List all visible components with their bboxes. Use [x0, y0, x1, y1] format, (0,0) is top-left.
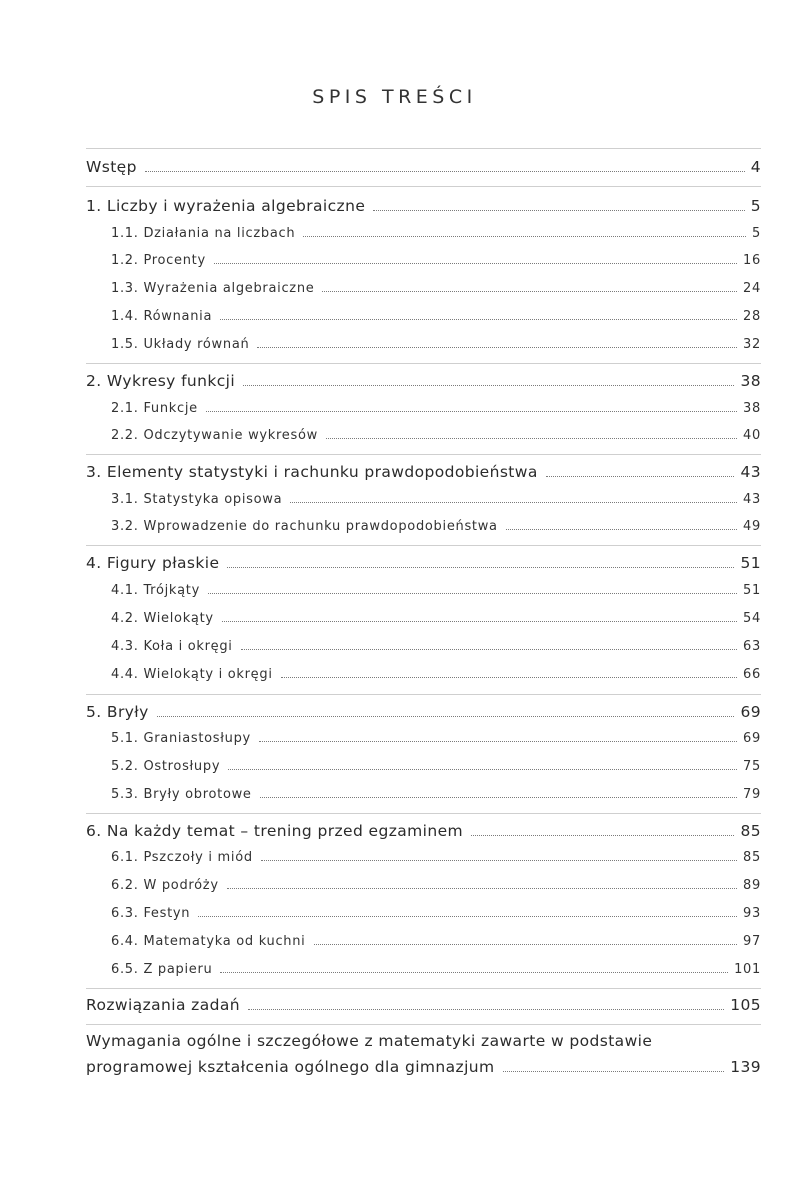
dot-leader	[546, 475, 735, 477]
chapter-page: 43	[740, 463, 761, 481]
divider	[86, 694, 761, 695]
divider	[86, 454, 761, 455]
toc-section[interactable]	[111, 337, 761, 352]
section-title: Z papieru	[143, 962, 213, 977]
section-page: 79	[743, 787, 761, 802]
dot-leader	[198, 915, 737, 917]
dot-leader	[257, 346, 737, 348]
toc-entry-requirements[interactable]	[86, 1032, 761, 1082]
section-number: 1.1.	[111, 226, 139, 241]
dot-leader	[227, 566, 734, 568]
section-page: 38	[743, 401, 761, 416]
section-number: 1.5.	[111, 337, 139, 352]
section-page: 43	[743, 492, 761, 507]
section-title: Wielokąty i okręgi	[143, 667, 273, 682]
section-number: 3.1.	[111, 492, 139, 507]
section-title: Odczytywanie wykresów	[143, 428, 318, 443]
chapter-title: Elementy statystyki i rachunku prawdopodobieństwa	[106, 463, 538, 481]
section-title: Wprowadzenie do rachunku prawdopodobieństwa	[143, 519, 498, 534]
divider	[86, 1024, 761, 1025]
section-page: 93	[743, 906, 761, 921]
toc-section[interactable]	[111, 934, 761, 949]
entry-line2	[86, 1058, 761, 1076]
toc-chapter[interactable]	[86, 703, 761, 721]
divider	[86, 148, 761, 149]
dot-leader	[260, 796, 737, 798]
section-number: 2.2.	[111, 428, 139, 443]
section-title: Statystyka opisowa	[143, 492, 283, 507]
toc-section[interactable]	[111, 226, 761, 241]
section-title: Równania	[143, 309, 213, 324]
toc-chapter[interactable]	[86, 463, 761, 481]
toc-chapter[interactable]	[86, 197, 761, 215]
entry-title: Wstęp	[86, 158, 137, 176]
section-number: 5.3.	[111, 787, 139, 802]
divider	[86, 186, 761, 187]
chapter-number: 4.	[86, 554, 102, 572]
section-number: 4.4.	[111, 667, 139, 682]
entry-page: 139	[730, 1058, 761, 1076]
section-number: 1.2.	[111, 253, 139, 268]
dot-leader	[227, 887, 737, 889]
chapter-page: 5	[750, 197, 761, 215]
dot-leader	[326, 437, 737, 439]
dot-leader	[228, 768, 737, 770]
toc-section[interactable]	[111, 731, 761, 746]
chapter-page: 51	[740, 554, 761, 572]
toc-section[interactable]	[111, 519, 761, 534]
toc-section[interactable]	[111, 309, 761, 324]
section-title: Funkcje	[143, 401, 198, 416]
toc-section[interactable]	[111, 667, 761, 682]
entry-title-line1: Wymagania ogólne i szczegółowe z matematyki zawarte w podstawie	[86, 1032, 653, 1050]
dot-leader	[157, 715, 735, 717]
section-page: 51	[743, 583, 761, 598]
section-page: 49	[743, 519, 761, 534]
toc-section[interactable]	[111, 850, 761, 865]
section-title: Pszczoły i miód	[143, 850, 253, 865]
toc-section[interactable]	[111, 253, 761, 268]
section-number: 5.2.	[111, 759, 139, 774]
chapter-title: Liczby i wyrażenia algebraiczne	[106, 197, 366, 215]
section-page: 5	[752, 226, 761, 241]
dot-leader	[208, 592, 737, 594]
section-page: 28	[743, 309, 761, 324]
toc-section[interactable]	[111, 401, 761, 416]
dot-leader	[322, 290, 737, 292]
divider	[86, 363, 761, 364]
section-title: Układy równań	[143, 337, 250, 352]
section-number: 3.2.	[111, 519, 139, 534]
section-number: 6.2.	[111, 878, 139, 893]
section-page: 101	[734, 962, 761, 977]
section-page: 89	[743, 878, 761, 893]
entry-page: 4	[750, 158, 761, 176]
toc-section[interactable]	[111, 878, 761, 893]
dot-leader	[259, 740, 737, 742]
section-number: 4.2.	[111, 611, 139, 626]
chapter-number: 1.	[86, 197, 102, 215]
toc-section[interactable]	[111, 639, 761, 654]
dot-leader	[220, 971, 728, 973]
chapter-number: 6.	[86, 822, 102, 840]
dot-leader	[243, 384, 734, 386]
toc-entry-intro[interactable]	[86, 158, 761, 176]
section-page: 24	[743, 281, 761, 296]
chapter-page: 69	[740, 703, 761, 721]
dot-leader	[503, 1070, 725, 1072]
section-page: 66	[743, 667, 761, 682]
section-number: 4.1.	[111, 583, 139, 598]
section-page: 54	[743, 611, 761, 626]
section-number: 6.1.	[111, 850, 139, 865]
dot-leader	[261, 859, 737, 861]
section-title: Bryły obrotowe	[143, 787, 252, 802]
section-number: 6.4.	[111, 934, 139, 949]
chapter-title: Na każdy temat – trening przed egzaminem	[106, 822, 463, 840]
chapter-title: Bryły	[106, 703, 149, 721]
section-title: Ostrosłupy	[143, 759, 221, 774]
dot-leader	[220, 318, 737, 320]
section-title: Wyrażenia algebraiczne	[143, 281, 315, 296]
section-page: 97	[743, 934, 761, 949]
section-title: Koła i okręgi	[143, 639, 233, 654]
dot-leader	[506, 528, 737, 530]
chapter-page: 85	[740, 822, 761, 840]
section-title: Wielokąty	[143, 611, 214, 626]
dot-leader	[241, 648, 737, 650]
section-number: 4.3.	[111, 639, 139, 654]
toc-entry-solutions[interactable]	[86, 996, 761, 1014]
toc-chapter[interactable]	[86, 372, 761, 390]
toc-section[interactable]	[111, 906, 761, 921]
section-number: 1.3.	[111, 281, 139, 296]
page-title: SPIS TREŚCI	[312, 86, 477, 108]
toc-chapter[interactable]	[86, 822, 761, 840]
toc-section[interactable]	[111, 611, 761, 626]
divider	[86, 545, 761, 546]
section-page: 75	[743, 759, 761, 774]
dot-leader	[303, 235, 746, 237]
section-title: Matematyka od kuchni	[143, 934, 306, 949]
toc-section[interactable]	[111, 962, 761, 977]
section-title: Festyn	[143, 906, 191, 921]
section-number: 1.4.	[111, 309, 139, 324]
section-page: 85	[743, 850, 761, 865]
entry-title-line2: programowej kształcenia ogólnego dla gimnazjum	[86, 1058, 495, 1076]
dot-leader	[222, 620, 737, 622]
entry-page: 105	[730, 996, 761, 1014]
section-page: 63	[743, 639, 761, 654]
toc-section[interactable]	[111, 428, 761, 443]
section-number: 6.3.	[111, 906, 139, 921]
dot-leader	[145, 170, 745, 172]
dot-leader	[248, 1008, 724, 1010]
dot-leader	[206, 410, 737, 412]
dot-leader	[471, 834, 734, 836]
dot-leader	[214, 262, 737, 264]
section-number: 5.1.	[111, 731, 139, 746]
section-page: 40	[743, 428, 761, 443]
chapter-number: 3.	[86, 463, 102, 481]
section-number: 6.5.	[111, 962, 139, 977]
section-title: Procenty	[143, 253, 206, 268]
entry-title: Rozwiązania zadań	[86, 996, 240, 1014]
divider	[86, 988, 761, 989]
toc-section[interactable]	[111, 281, 761, 296]
section-title: Działania na liczbach	[143, 226, 296, 241]
divider	[86, 813, 761, 814]
toc-section[interactable]	[111, 492, 761, 507]
chapter-number: 2.	[86, 372, 102, 390]
section-title: Trójkąty	[143, 583, 200, 598]
toc-section[interactable]	[111, 787, 761, 802]
section-number: 2.1.	[111, 401, 139, 416]
dot-leader	[281, 676, 737, 678]
toc-section[interactable]	[111, 583, 761, 598]
section-title: Graniastosłupy	[143, 731, 251, 746]
dot-leader	[290, 501, 737, 503]
chapter-title: Figury płaskie	[106, 554, 220, 572]
toc-chapter[interactable]	[86, 554, 761, 572]
chapter-number: 5.	[86, 703, 102, 721]
dot-leader	[314, 943, 738, 945]
dot-leader	[373, 209, 744, 211]
section-title: W podróży	[143, 878, 219, 893]
toc-section[interactable]	[111, 759, 761, 774]
chapter-page: 38	[740, 372, 761, 390]
section-page: 69	[743, 731, 761, 746]
chapter-title: Wykresy funkcji	[106, 372, 236, 390]
section-page: 16	[743, 253, 761, 268]
section-page: 32	[743, 337, 761, 352]
